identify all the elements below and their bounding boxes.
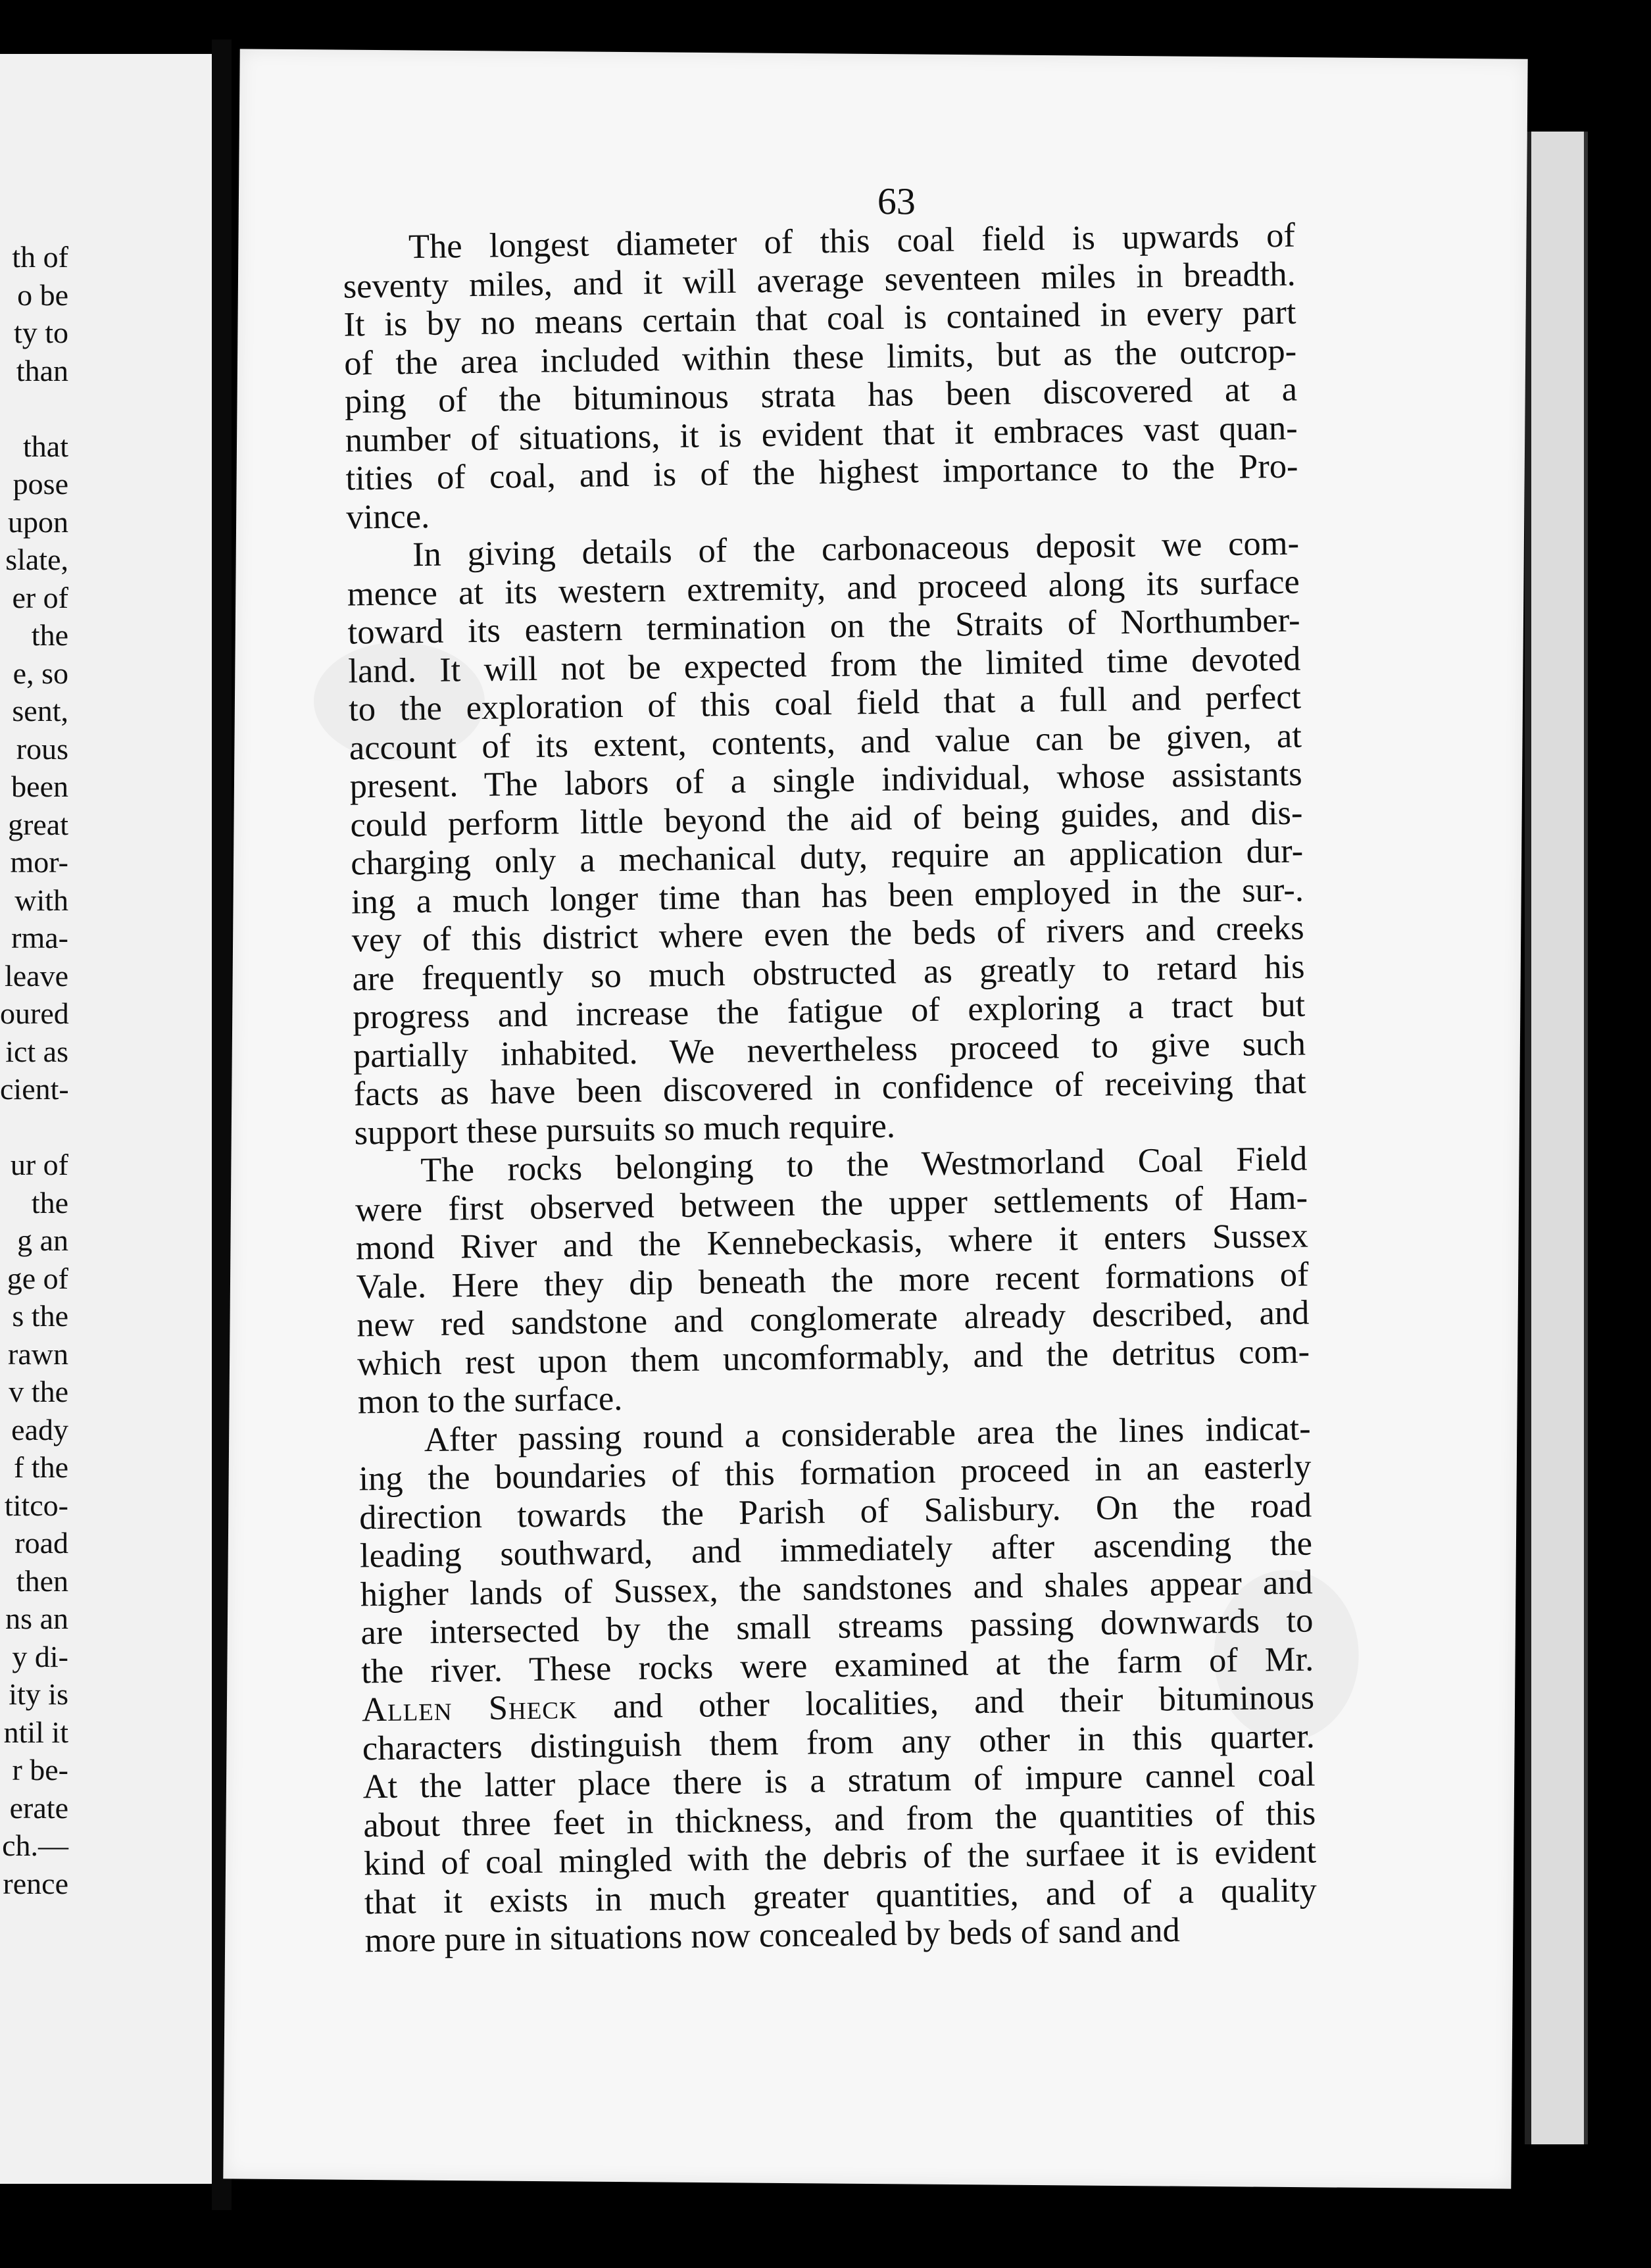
text-line: charging only a mechanical duty, require an application dur- [350,831,1304,883]
left-page-line: ch.— [2,1829,68,1862]
left-page-line: then [16,1564,68,1598]
left-page-line: leave [4,958,68,993]
text-line: could perform little beyond the aid of being guides, and dis- [350,793,1303,845]
text-line: about three feet in thickness, and from the quantities of this [362,1793,1316,1844]
text-line: higher lands of Sussex, the sandstones and shales appear and [360,1562,1314,1614]
text-line: vey of this district where even the beds of rivers and creeks [351,908,1305,960]
left-page-line: ty to [13,316,68,349]
text-line: more pure in situations now concealed by beds of sand and [364,1911,1181,1960]
left-page-line: f the [13,1450,68,1484]
page-number: 63 [877,179,916,223]
body-text [343,216,1318,1960]
text-line: present. The labors of a single individual, whose assistants [349,754,1302,806]
text-line: ing a much longer time than has been employed in the sur-. [351,870,1304,922]
text-line: are intersected by the small streams passing downwards to [360,1601,1314,1652]
text-line: tities of coal, and is of the highest importance to the Pro- [345,447,1298,498]
text-line: to the exploration of this coal field that a full and perfect [348,678,1302,729]
text-line: progress and increase the fatigue of exploring a tract but [352,985,1306,1037]
text-line: At the latter place there is a stratum of impure cannel coal [362,1755,1316,1806]
left-page-line: pose [12,467,68,501]
paragraph [347,524,1307,1152]
left-page-line: ity is [9,1677,68,1711]
text-line: account of its extent, contents, and value can be given, at [349,716,1302,768]
paragraph [343,216,1299,537]
left-page-line: rawn [8,1337,68,1371]
text-line: The longest diameter of this coal field is upwards of [408,216,1296,266]
text-line: characters distinguish them from any other in this quarter. [362,1716,1316,1767]
left-page-line: e, so [12,656,68,690]
left-page-line: great [8,807,68,841]
left-page-line: the [31,618,68,652]
left-page-line: er of [12,580,68,614]
text-line: The rocks belonging to the Westmorland Coal Field [420,1139,1308,1190]
left-page-line: than [16,353,68,387]
left-page-line [0,1108,68,1146]
left-page-line: ur of [10,1148,68,1181]
left-page-line: the [31,1185,68,1220]
left-page-line: rma- [11,921,68,954]
text-line: vince. [345,497,430,537]
left-page-line: with [14,883,68,917]
left-page-line: o be [17,278,68,312]
left-page-line: s the [12,1299,68,1333]
text-line: were first observed between the upper settlements of Ham- [355,1178,1308,1229]
left-page-line: mor- [10,845,68,879]
paragraph [358,1409,1318,1960]
text-line: kind of coal mingled with the debris of the surfaee it is evident [363,1832,1317,1883]
text-line: facts as have been discovered in confidence of receiving that [353,1062,1307,1114]
left-page-line: g an [17,1223,68,1257]
text-line: land. It will not be expected from the limited time devoted [348,639,1301,691]
text-line: It is by no means certain that coal is contained in every part [343,293,1296,344]
left-page-line: slate, [5,543,68,576]
left-page-text-fragments [0,238,68,1902]
left-page-line: th of [12,240,68,274]
left-page-line: r be- [12,1753,68,1787]
text-line: seventy miles, and it will average seventeen miles in breadth. [343,255,1296,306]
left-page-line: upon [8,505,68,539]
text-line: new red sandstone and conglomerate already described, and [357,1293,1310,1344]
text-line: partially inhabited. We nevertheless proceed to give such [353,1024,1306,1075]
left-page-line: ns an [5,1602,68,1635]
left-page-line: titco- [4,1488,68,1522]
left-page-line: rence [3,1866,68,1900]
text-line: ping of the bituminous strata has been discovered at a [344,370,1298,421]
text-line: of the area included within these limits, but as the outcrop- [343,332,1297,383]
left-page-line [0,389,68,428]
left-page-line: erate [9,1790,68,1825]
text-line: leading southward, and immediately after ascending the [359,1524,1313,1575]
text-line: direction towards the Parish of Salisbury. On the road [358,1485,1312,1537]
text-line: number of situations, it is evident that it embraces vast quan- [345,408,1298,460]
left-page-line: eady [11,1412,68,1446]
left-page-line: ge of [7,1261,68,1295]
text-line: mence at its western extremity, and proceed along its surface [347,562,1300,614]
left-facing-page [0,54,218,2184]
text-line: After passing round a considerable area the lines indicat- [424,1408,1311,1459]
left-page-line: y di- [12,1639,68,1673]
left-page-line: that [23,429,68,463]
text-line: ing the boundaries of this formation proceed in an easterly [358,1447,1312,1498]
text-line: mond River and the Kennebeckasis, where it enters Sussex [355,1216,1309,1268]
book-cover-edge [1525,132,1588,2144]
left-page-line: rous [16,731,68,766]
text-line: which rest upon them uncomformably, and the detritus com- [357,1331,1310,1383]
left-page-line: v the [9,1375,68,1408]
left-page-line: ntil it [3,1715,68,1749]
main-page [223,49,1527,2188]
text-line: that it exists in much greater quantities, and of a quality [364,1870,1318,1921]
paragraph [355,1140,1310,1421]
left-page-line: sent, [12,694,68,727]
text-line: are frequently so much obstructed as greatly to retard his [352,947,1305,998]
text-line: Allen Sheck and other localities, and their bituminous [361,1678,1315,1729]
left-page-line: cient- [0,1072,69,1106]
text-line: support these pursuits so much require. [354,1106,896,1152]
text-line: the river. These rocks were examined at the farm of Mr. [360,1639,1314,1690]
text-line: mon to the surface. [357,1379,623,1421]
text-line: In giving details of the carbonaceous deposit we com- [412,524,1300,574]
left-page-line: road [14,1526,68,1560]
left-page-line: ict as [5,1034,68,1068]
left-page-line: been [11,770,68,803]
left-page-line: oured [0,997,69,1030]
text-line: Vale. Here they dip beneath the more recent formations of [356,1255,1309,1306]
text-line: toward its eastern termination on the Straits of Northumber- [347,601,1300,652]
